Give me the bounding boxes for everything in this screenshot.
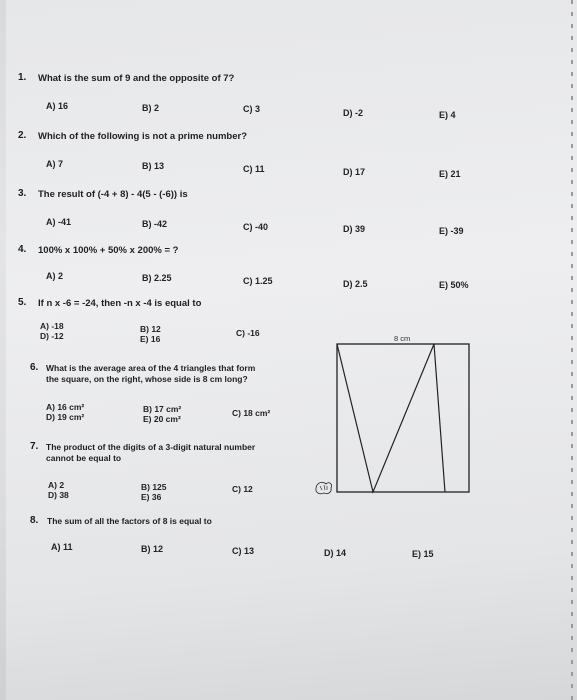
q4-option-b[interactable]: B) 2.25 xyxy=(142,273,172,283)
q6-option-e[interactable]: E) 20 cm² xyxy=(143,414,181,424)
q1-option-c[interactable]: C) 3 xyxy=(243,104,261,114)
q8-option-d[interactable]: D) 14 xyxy=(324,548,347,558)
q6-option-b[interactable]: B) 17 cm² xyxy=(143,404,182,414)
doodle-sketch xyxy=(314,480,334,496)
q2-option-b[interactable]: B) 13 xyxy=(142,161,165,171)
question-7-number: 7. xyxy=(30,441,39,452)
q7-option-d[interactable]: D) 38 xyxy=(48,490,69,500)
worksheet-paper xyxy=(6,0,577,700)
question-8-number: 8. xyxy=(30,515,39,526)
q3-option-a[interactable]: A) -41 xyxy=(46,217,72,227)
question-4-number: 4. xyxy=(18,244,27,255)
q3-option-b[interactable]: B) -42 xyxy=(142,219,168,229)
question-5-text: If n x -6 = -24, then -n x -4 is equal to xyxy=(38,298,202,309)
question-8-text: The sum of all the factors of 8 is equal to xyxy=(47,516,212,526)
q4-option-c[interactable]: C) 1.25 xyxy=(243,276,273,286)
q5-option-a[interactable]: A) -18 xyxy=(40,321,64,331)
q7-option-a[interactable]: A) 2 xyxy=(48,480,65,490)
figure-side-label: 8 cm xyxy=(394,334,411,343)
zigzag-lines xyxy=(337,344,445,492)
q8-option-e[interactable]: E) 15 xyxy=(412,549,434,559)
q5-option-d[interactable]: D) -12 xyxy=(40,331,64,341)
question-6-text-line1: What is the average area of the 4 triangles that form xyxy=(46,363,256,373)
question-7-text-line2: cannot be equal to xyxy=(46,453,122,463)
q5-option-b[interactable]: B) 12 xyxy=(140,324,161,334)
q2-option-e[interactable]: E) 21 xyxy=(439,169,461,179)
question-6-text-line2: the square, on the right, whose side is 8 cm long? xyxy=(46,374,248,384)
q8-option-c[interactable]: C) 13 xyxy=(232,546,255,556)
q1-option-a[interactable]: A) 16 xyxy=(46,101,69,111)
square-triangles-figure xyxy=(336,343,472,495)
question-6-number: 6. xyxy=(30,362,39,373)
q4-option-e[interactable]: E) 50% xyxy=(439,280,469,290)
question-1-text: What is the sum of 9 and the opposite of 7? xyxy=(38,73,235,84)
q8-option-b[interactable]: B) 12 xyxy=(141,544,164,554)
q3-option-d[interactable]: D) 39 xyxy=(343,224,366,234)
q1-option-d[interactable]: D) -2 xyxy=(343,108,363,118)
question-1-number: 1. xyxy=(18,72,27,83)
q6-option-a[interactable]: A) 16 cm² xyxy=(46,402,85,412)
q2-option-d[interactable]: D) 17 xyxy=(343,167,366,177)
q5-option-e[interactable]: E) 16 xyxy=(140,334,161,344)
question-3-number: 3. xyxy=(18,188,27,199)
q7-option-b[interactable]: B) 125 xyxy=(141,482,167,492)
question-7-text-line1: The product of the digits of a 3-digit natural number xyxy=(46,442,256,452)
perforation-line xyxy=(571,0,573,700)
question-2-number: 2. xyxy=(18,130,27,141)
q3-option-c[interactable]: C) -40 xyxy=(243,222,269,232)
q1-option-b[interactable]: B) 2 xyxy=(142,103,160,113)
q3-option-e[interactable]: E) -39 xyxy=(439,226,464,236)
q7-option-c[interactable]: C) 12 xyxy=(232,484,253,494)
q6-option-c[interactable]: C) 18 cm² xyxy=(232,408,271,418)
q4-option-d[interactable]: D) 2.5 xyxy=(343,279,368,289)
q4-option-a[interactable]: A) 2 xyxy=(46,271,64,281)
question-5-number: 5. xyxy=(18,297,27,308)
question-2-text: Which of the following is not a prime number? xyxy=(38,131,247,142)
q6-option-d[interactable]: D) 19 cm² xyxy=(46,412,85,422)
q8-option-a[interactable]: A) 11 xyxy=(51,542,73,552)
q1-option-e[interactable]: E) 4 xyxy=(439,110,456,120)
q7-option-e[interactable]: E) 36 xyxy=(141,492,162,502)
question-4-text: 100% x 100% + 50% x 200% = ? xyxy=(38,245,179,256)
q2-option-a[interactable]: A) 7 xyxy=(46,159,64,169)
q5-option-c[interactable]: C) -16 xyxy=(236,328,260,338)
question-3-text: The result of (-4 + 8) - 4(5 - (-6)) is xyxy=(38,189,188,200)
q2-option-c[interactable]: C) 11 xyxy=(243,164,265,174)
